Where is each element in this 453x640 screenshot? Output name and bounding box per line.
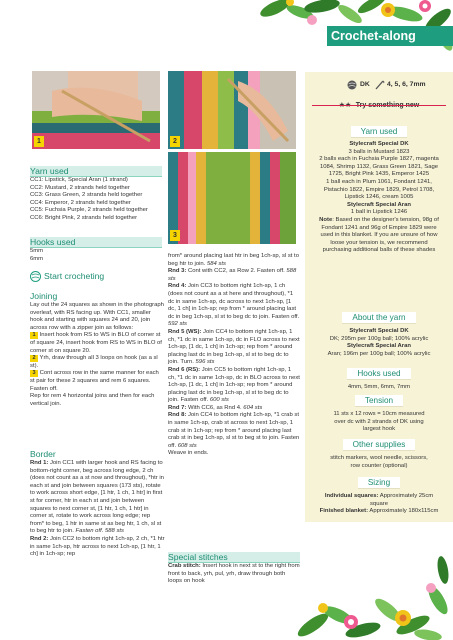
sidebar-heading: Tension <box>355 395 403 407</box>
stitch-count: 588 sts <box>168 268 297 282</box>
rnd-text: from* around placing last htr in beg 1ch-sp, sl st to beg htr to join. <box>168 253 299 267</box>
rnd-paragraph <box>168 367 300 405</box>
flower-icon <box>423 4 428 9</box>
rnd-label: Rnd 2: <box>30 535 49 542</box>
flower-icon <box>318 603 328 613</box>
yarn-shades: 3 balls in Mustard 1823 2 balls each in Fuchsia Purple 1827, magenta 1084, Shrimp 1132, Grass Green 1821, Sage 1725, Bright Pink 1435, Emperor 1425 1 ball each in Plum 1061, Fondant 1241, Pistachio 1822, Empire 1829, Petrol 1708, Lipstick 1246, cream 1005 <box>319 148 439 201</box>
size-label: Individual squares: <box>324 493 379 499</box>
size-text: Approximately 25cm square <box>369 493 434 507</box>
rnd-text: Join CC4 to bottom right 1ch-sp, *1 crab st in same 1ch-sp, crab st across to next 1ch-sp, 1 crab st in 1ch-sp; rep from * around placing last crab st in beg 1ch-sp, sl st to beg st to join. Fasten off. <box>168 412 300 449</box>
leaf-icon <box>295 610 331 640</box>
sidebar-heading: Hooks used <box>347 368 410 380</box>
step-number-badge: 1 <box>30 332 38 339</box>
joining-step <box>30 332 165 355</box>
aran-shade: 1 ball in Lipstick 1246 <box>350 209 408 216</box>
stitch-count: 608 sts <box>177 442 197 449</box>
stitch-count: 604 sts <box>243 404 263 411</box>
rnd-text: Join CC3 to bottom right 1ch-sp, 1 ch (does not count as a st here and throughout), *1 dc in same 1ch-sp, dc across to next 1ch-sp, [1 dc, 1 ch] in 1ch-sp; rep from * around placing last dc in beg 1ch-sp, sl st to beg dc to join. Fasten off. <box>168 283 300 320</box>
rnd-text: Cont with CC2, as Row 2. Fasten off. <box>186 268 287 275</box>
sidebar-heading: Sizing <box>358 477 400 489</box>
hook-sizes: 4, 5, 6, 7mm <box>387 81 426 88</box>
photo-3-image <box>168 152 296 244</box>
photo-number-badge: 2 <box>170 136 180 147</box>
rnd-paragraph <box>168 412 300 450</box>
weight-row <box>305 80 453 92</box>
leaf-icon <box>413 628 442 640</box>
rnd-text: Weave in ends. <box>168 450 209 457</box>
yarn-line: CC2: Mustard, 2 strands held together <box>30 184 130 191</box>
supplies-text: stitch markers, wool needle, scissors, row counter (optional) <box>330 455 428 469</box>
sidebar-heading: About the yarn <box>342 312 415 324</box>
stitch-count: 600 sts <box>209 397 229 404</box>
rnd-label: Rnd 3: <box>168 268 187 275</box>
tension-text: 11 sts x 12 rows = 10cm measured over dc with 2 strands of DK using largest hook <box>333 411 425 433</box>
photo-3 <box>168 152 296 244</box>
special-stitches-section <box>168 552 300 586</box>
photo-number-badge: 3 <box>170 230 180 241</box>
rnd-label: Rnd 4: <box>168 283 187 290</box>
about-spec: DK; 295m per 100g ball; 100% acrylic <box>329 335 429 342</box>
size-blanket <box>305 508 453 516</box>
start-crocheting <box>30 271 166 283</box>
joining-intro: Lay out the 24 squares as shown in the photograph overleaf, with RS facing up. With CC1, smaller hook and starting with squares 24 and 20, join across row with a zipper join as follows: <box>30 302 164 331</box>
hooks-used-heading: Hooks used <box>30 237 76 247</box>
sidebar-heading: Yarn used <box>351 126 408 138</box>
hooks-used-section <box>30 237 166 263</box>
leaf-icon <box>336 2 365 26</box>
photo-number-badge: 1 <box>34 136 44 147</box>
about-brand: Stylecraft Special DK <box>349 328 409 334</box>
yarn-weight: DK <box>360 81 370 88</box>
stitch-count: 596 sts <box>195 359 215 366</box>
skill-level-row <box>305 94 453 112</box>
rnd-label: Rnd 7: <box>168 404 187 411</box>
rnd-paragraph <box>168 283 300 329</box>
sidebar-tension <box>305 390 453 434</box>
rnd-paragraph <box>168 268 300 283</box>
rnd-paragraph <box>168 253 300 268</box>
hook-sizes-list: 4mm, 5mm, 6mm, 7mm <box>347 384 411 390</box>
rnd-paragraph <box>168 329 300 367</box>
step-number-badge: 2 <box>30 355 38 362</box>
joining-outro: Rep for rem 4 horizontal joins and then for each vertical join. <box>30 393 155 407</box>
pink-rule <box>312 105 446 106</box>
yarn-line: CC6: Bright Pink, 2 strands held together <box>30 214 138 221</box>
rnd-label: Rnd 1: <box>30 460 49 466</box>
hook-size: 5mm <box>30 248 44 254</box>
size-text: Approximately 180x115cm <box>368 508 439 515</box>
aran-brand: Stylecraft Special Aran <box>347 201 411 208</box>
sidebar-yarn-used <box>305 121 453 255</box>
step-text: Insert hook from RS to WS in BLO of corner st of square 24, insert hook from RS to WS in BLO of corner st on square 20. <box>30 332 162 354</box>
stitch-count: Fasten off. 588 sts <box>75 528 124 535</box>
border-section <box>30 449 165 559</box>
sidebar-about-yarn <box>305 307 453 358</box>
page-title: Crochet-along <box>331 29 416 43</box>
leaf-icon <box>436 555 451 584</box>
heading-rule <box>168 562 300 563</box>
hook-icon <box>375 80 385 90</box>
rnd-paragraph <box>168 405 300 413</box>
flower-icon <box>348 619 354 625</box>
start-crocheting-label: Start crocheting <box>44 271 105 281</box>
border-rnd2 <box>30 536 165 559</box>
step-text: Cont across row in the same manner for each st pair for these 2 squares and rem 6 squares. Fasten off. <box>30 370 159 392</box>
rnd-text: Join CC2 to bottom right 1ch-sp, 2 ch, *1 htr in same 1ch-sp, htr across to next 1ch-sp, [1 htr, 1 ch] in 1ch-sp; rep <box>30 535 165 558</box>
yarn-line: CC5: Fuchsia Purple, 2 strands held together <box>30 207 148 214</box>
rnd-label: Rnd 5 (WS): <box>168 328 202 335</box>
joining-heading: Joining <box>30 291 58 301</box>
rnd-text: Join CC5 to bottom right 1ch-sp, 1 ch, *1 dc in same 1ch-sp, dc in BLO across to next 1ch-sp, [1 dc, 1 ch] in 1ch-sp; rep from * around placing last dc in beg 1ch-sp, sl st to beg dc to join. Fasten off. <box>168 366 300 404</box>
rnd-label: Rnd 6 (RS): <box>168 366 201 373</box>
flower-icon <box>385 7 391 13</box>
joining-step <box>30 370 165 393</box>
yarn-ball-icon <box>347 80 357 90</box>
joining-section <box>30 291 165 408</box>
crab-stitch-definition <box>168 563 300 586</box>
yarn-line: CC3: Grass Green, 2 strands held together <box>30 192 143 199</box>
photo-2-image <box>168 71 296 149</box>
sidebar-hooks-used <box>305 363 453 392</box>
about-brand: Stylecraft Special Aran <box>347 343 411 350</box>
stitch-text: Insert hook in next st to the right from front to back, yrh, pul, yrh, draw through both loops on hook <box>168 563 300 585</box>
about-spec: Aran; 196m per 100g ball; 100% acrylic <box>327 350 431 357</box>
step-number-badge: 3 <box>30 370 38 377</box>
border-heading: Border <box>30 449 56 459</box>
note-text: : Based on the designer's tension, 98g of Fondant 1241 and 96g of Empire 1829 were used in this blanket. If you are unsure of how loose your tension is, we recommend purchasing additional balls of these shades <box>320 216 439 254</box>
heading-rule <box>30 176 162 177</box>
step-text: Yrh, draw through all 3 loops on hook (as a sl st). <box>30 355 158 369</box>
stitch-label: Crab stitch: <box>168 563 201 569</box>
rnd-text: Join CC1 with larger hook and RS facing to bottom-right corner, beg across long edge, 2 ch (does not count as a st now and throughout), *htr in each st and join between squares (173 sts), rotate to work across short edge, [1 htr, 1 ch, 1 htr] in first st for corner, htr in each st and join between squares to next corner st, [1 htr, 1 ch, 1 htr] in corner st, rotate to work across long edge; rep from* to beg, 1 htr in same st as beg htr, 1 ch, sl st to beg htr to join. <box>30 460 164 535</box>
joining-step <box>30 355 165 370</box>
flower-icon <box>400 615 407 622</box>
heading-rule <box>30 247 162 248</box>
stitch-count: 584 sts <box>206 260 226 267</box>
yarn-line: CC1: Lipstick, Special Aran (1 strand) <box>30 177 128 183</box>
yarn-ball-icon <box>30 271 41 282</box>
rnd-text: With CC6, as Rnd 4. <box>186 404 244 411</box>
yarn-line: CC4: Emperor, 2 strands held together <box>30 199 131 206</box>
yarn-used-section <box>30 166 166 223</box>
photo-1 <box>32 71 160 149</box>
size-squares <box>305 493 453 508</box>
photo-2 <box>168 71 296 149</box>
flower-icon <box>426 583 436 593</box>
sidebar-heading: Other supplies <box>343 439 416 451</box>
sidebar-sizing <box>305 472 453 516</box>
sidebar-other-supplies <box>305 434 453 470</box>
yarn-used-heading: Yarn used <box>30 166 69 176</box>
rnd-label: Rnd 8: <box>168 412 187 419</box>
decorative-leaves-bottom <box>293 530 453 640</box>
middle-column <box>168 253 300 458</box>
stitch-count: 592 sts <box>168 321 187 328</box>
yarn-note <box>305 217 453 255</box>
photo-1-image <box>32 71 160 149</box>
size-label: Finished blanket: <box>319 508 369 515</box>
special-stitches-heading: Special stitches <box>168 552 228 562</box>
border-rnd1 <box>30 460 165 536</box>
yarn-brand: Stylecraft Special DK <box>349 141 409 147</box>
note-label: Note <box>319 216 333 223</box>
flower-icon <box>307 15 317 25</box>
hook-size: 6mm <box>30 255 44 262</box>
rnd-text: Join CC4 to bottom right 1ch-sp, 1 ch, *1 dc in same 1ch-sp, dc in FLO across to next 1ch-sp, [1 dc, 1 ch] in 1ch-sp; rep from * around placing last dc in beg 1ch-sp, sl st to beg dc to join. Turn. <box>168 328 300 366</box>
rnd-paragraph <box>168 450 300 458</box>
